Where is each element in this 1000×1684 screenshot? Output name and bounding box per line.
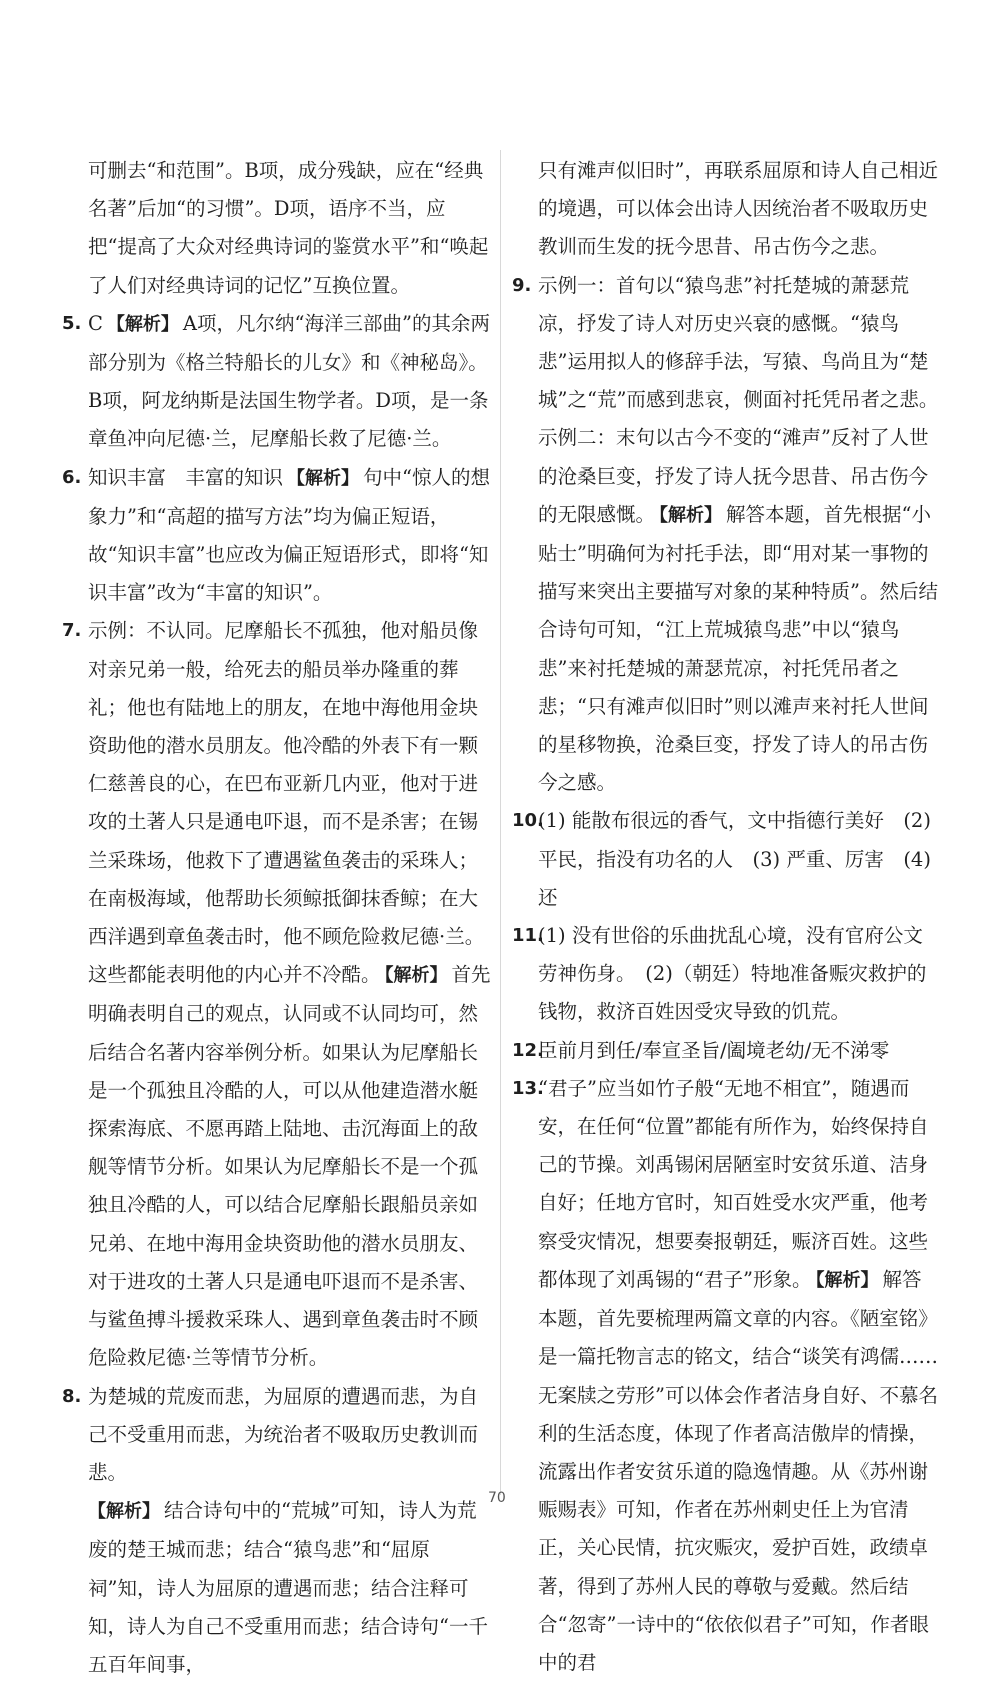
answer-text: 知识丰富 丰富的知识 xyxy=(88,466,283,489)
answer-text: (1) 没有世俗的乐曲扰乱心境，没有官府公文劳神伤身。 (2)（朝廷）特地准备赈灾救护的钱物，救济百姓因受灾导致的饥荒。 xyxy=(538,917,940,1032)
analysis-text: A项，凡尔纳“海洋三部曲”的其余两部分别为《格兰特船长的儿女》和《神秘岛》。B项，阿龙纳斯是法国生物学者。D项，是一条章鱼冲向尼德·兰，尼摩船长救了尼德·兰。 xyxy=(88,312,490,451)
question-9 xyxy=(512,267,940,803)
analysis-label: 【解析】 xyxy=(815,1270,878,1291)
answer-text: 示例：不认同。尼摩船长不孤独，他对船员像对亲兄弟一般，给死去的船员举办隆重的葬礼；他也有陆地上的朋友，在地中海他用金块资助他的潜水员朋友。他冷酷的外表下有一颗仁慈善良的心，在巴布亚新几内亚，他对于进攻的土著人只是通电吓退，而不是杀害；在锡兰采珠场，他救下了遭遇鲨鱼袭击的采珠人；在南极海域，他帮助长须鲸抵御抹香鲸；在大西洋遇到章鱼袭击时，他不顾危险救尼德·兰。这些都能表明他的内心并不冷酷。 xyxy=(88,619,484,986)
right-column xyxy=(512,152,940,1682)
question-7 xyxy=(62,612,494,1377)
analysis-label: 【解析】 xyxy=(659,505,722,526)
question-number: 13. xyxy=(512,1070,544,1108)
question-5 xyxy=(62,305,494,459)
analysis-text: 解答本题，首先根据“小贴士”明确何为衬托手法，即“用对某一事物的描写来突出主要描写对象的某种特质”。然后结合诗句可知，“江上荒城猿鸟悲”中以“猿鸟悲”来衬托楚城的萧瑟荒凉，衬托凭吊者之悲；“只有滩声似旧时”则以滩声来衬托人世间的星移物换，沧桑巨变，抒发了诗人的吊古伤今之感。 xyxy=(538,503,938,794)
analysis-text: 首先明确表明自己的观点，认同或不认同均可，然后结合名著内容举例分析。如果认为尼摩船长是一个孤独且冷酷的人，可以从他建造潜水艇探索海底、不愿再踏上陆地、击沉海面上的敌舰等情节分析。如果认为尼摩船长不是一个孤独且冷酷的人，可以结合尼摩船长跟船员亲如兄弟、在地中海用金块资助他的潜水员朋友、对于进攻的土著人只是通电吓退而不是杀害、与鲨鱼搏斗援救采珠人、遇到章鱼袭击时不顾危险救尼德·兰等情节分析。 xyxy=(88,963,491,1369)
question-6 xyxy=(62,459,494,613)
question-8 xyxy=(62,1378,494,1684)
question-number: 9. xyxy=(512,267,531,305)
answer-text: C xyxy=(88,312,103,335)
analysis-label: 【解析】 xyxy=(107,314,179,335)
question-number: 8. xyxy=(62,1378,81,1416)
question-number: 10. xyxy=(512,802,544,840)
question-11 xyxy=(512,917,940,1032)
question-number: 11. xyxy=(512,917,544,955)
answer-text: 臣前月到任/奉宣圣旨/阖境老幼/无不涕零 xyxy=(538,1032,940,1070)
question-13 xyxy=(512,1070,940,1682)
question-number: 12. xyxy=(512,1032,544,1070)
question-number: 6. xyxy=(62,459,81,497)
question-10 xyxy=(512,802,940,917)
question-12 xyxy=(512,1032,940,1070)
question-number: 5. xyxy=(62,305,81,343)
question-number: 7. xyxy=(62,612,81,650)
left-column xyxy=(62,152,494,1684)
column-divider xyxy=(500,150,501,1495)
answer-text: 示例一：首句以“猿鸟悲”衬托楚城的萧瑟荒凉，抒发了诗人对历史兴衰的感慨。“猿鸟悲”运用拟人的修辞手法，写猿、鸟尚且为“楚城”之“荒”而感到悲哀，侧面衬托凭吊者之悲。示例二：末句以古今不变的“滩声”反衬了人世的沧桑巨变，抒发了诗人抚今思昔、吊古伤今的无限感慨。 xyxy=(538,274,938,526)
page-number: 70 xyxy=(488,1490,506,1506)
analysis-label: 【解析】 xyxy=(385,965,448,986)
analysis-label: 【解析】 xyxy=(287,468,359,489)
continued-answer-4: 可删去“和范围”。B项，成分残缺，应在“经典名著”后加“的习惯”。D项，语序不当，应把“提高了大众对经典诗词的鉴赏水平”和“唤起了人们对经典诗词的记忆”互换位置。 xyxy=(62,152,494,305)
answer-text: 为楚城的荒废而悲，为屈原的遭遇而悲，为自己不受重用而悲，为统治者不吸取历史教训而悲。 xyxy=(88,1378,494,1493)
analysis-text: 结合诗句中的“荒城”可知，诗人为荒废的楚王城而悲；结合“猿鸟悲”和“屈原祠”知，诗人为屈原的遭遇而悲；结合注释可知，诗人为自己不受重用而悲；结合诗句“一千五百年间事， xyxy=(88,1499,488,1676)
answer-text: (1) 能散布很远的香气，文中指德行美好 (2) 平民，指没有功名的人 (3) 严重、厉害 (4) 还 xyxy=(538,802,940,917)
analysis-text: 句中“惊人的想象力”和“高超的描写方法”均为偏正短语，故“知识丰富”也应改为偏正短语形式，即将“知识丰富”改为“丰富的知识”。 xyxy=(88,466,490,605)
analysis-text: 解答本题，首先要梳理两篇文章的内容。《陋室铭》是一篇托物言志的铭文，结合“谈笑有鸿儒……无案牍之劳形”可以体会作者洁身自好、不慕名利的生活态度，体现了作者高洁傲岸的情操，流露出作者安贫乐道的隐逸情趣。从《苏州谢赈赐表》可知，作者在苏州刺史任上为官清正，关心民情，抗灾赈灾，爱护百姓，政绩卓著，得到了苏州人民的尊敬与爱戴。然后结合“忽寄”一诗中的“依依似君子”可知，作者眼中的君 xyxy=(538,1268,938,1674)
answer-text: “君子”应当如竹子般“无地不相宜”，随遇而安，在任何“位置”都能有所作为，始终保持自己的节操。刘禹锡闲居陋室时安贫乐道、洁身自好；任地方官时，知百姓受水灾严重，他考察受灾情况，想要奏报朝廷，赈济百姓。这些都体现了刘禹锡的“君子”形象。 xyxy=(538,1077,928,1291)
continued-answer-8: 只有滩声似旧时”，再联系屈原和诗人自己相近的境遇，可以体会出诗人因统治者不吸取历史教训而生发的抚今思昔、吊古伤今之悲。 xyxy=(512,152,940,267)
analysis-label: 【解析】 xyxy=(88,1501,160,1522)
